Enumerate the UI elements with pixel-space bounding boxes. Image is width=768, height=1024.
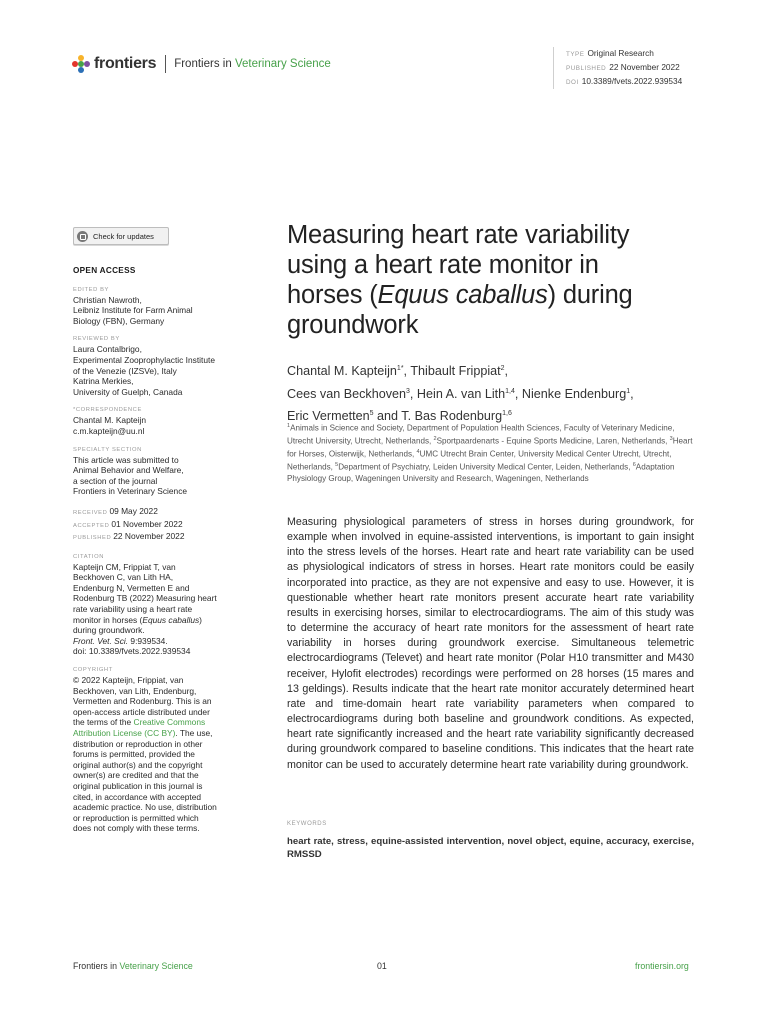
edited-by: Christian Nawroth, Leibniz Institute for Farm Animal Biology (FBN), Germany xyxy=(73,294,193,326)
page-number: 01 xyxy=(377,961,387,971)
citation-label: CITATION xyxy=(73,553,104,560)
author[interactable]: Thibault Frippiat xyxy=(410,364,501,379)
author[interactable]: Hein A. van Lith xyxy=(416,386,506,401)
author[interactable]: Cees van Beckhoven xyxy=(287,386,407,401)
citation: Kapteijn CM, Frippiat T, van Beckhoven C, van Lith HA, Endenburg N, Vermetten E and Rodenburg TB (2022) Measuring heart rate variability using a heart rate monitor in horses (Equus caballus) during groundwork. Front. Vet. Sci. 9:939534. doi: 10.3389/fvets.2022.939534 xyxy=(73,561,217,657)
article-title: Measuring heart rate variability using a heart rate monitor in horses (Equus caballus) during groundwork xyxy=(287,221,633,339)
keywords-label: KEYWORDS xyxy=(287,821,327,827)
article-dates: RECEIVED 09 May 2022 ACCEPTED 01 November 2022 PUBLISHED 22 November 2022 xyxy=(73,505,185,542)
check-for-updates-label: Check for updates xyxy=(93,231,154,241)
copyright: © 2022 Kapteijn, Frippiat, van Beckhoven, van Lith, Endenburg, Vermetten and Rodenburg. This is an open-access article distributed under the terms of the Creative Commons Attribution License (CC BY). The use, distribution or reproduction in other forums is permitted, provided the original author(s) and the copyright owner(s) are credited and that the original publication in this journal is cited, in accordance with accepted academic practice. No use, distribution or reproduction is permitted which does not comply with these terms. xyxy=(73,675,217,834)
frontiers-logo-icon xyxy=(72,55,90,73)
journal-header xyxy=(72,54,331,74)
article-type: TYPE Original Research xyxy=(566,48,654,58)
footer-journal[interactable]: Frontiers in Veterinary Science xyxy=(73,961,193,971)
keywords: heart rate, stress, equine-assisted intervention, novel object, equine, accuracy, exercise, RMSSD xyxy=(287,836,694,860)
check-updates-icon xyxy=(77,231,88,242)
edited-by-label: EDITED BY xyxy=(73,286,110,293)
correspondence: Chantal M. Kapteijn c.m.kapteijn@uu.nl xyxy=(73,415,243,436)
header-divider xyxy=(165,55,166,73)
author[interactable]: Chantal M. Kapteijn xyxy=(287,364,397,379)
specialty-section-label: SPECIALTY SECTION xyxy=(73,446,142,453)
author[interactable]: Eric Vermetten xyxy=(287,409,370,424)
article-published: PUBLISHED 22 November 2022 xyxy=(566,62,680,72)
article-meta xyxy=(553,47,682,89)
copyright-label: COPYRIGHT xyxy=(73,667,113,674)
abstract: Measuring physiological parameters of stress in horses during groundwork, for example when involved in equine-assisted interventions, is important to gain insight into the stress levels of the horses. Heart rate and heart rate variability can be used as physiological indicators of stress in horses. Heart rate monitors could be easily incorporated into practice, as they are not expensive and easy to use. However, it is questionable whether heart rate monitors present accurate heart rate variability results in exercising horses, similar to electrocardiograms. The aim of this study was to determine the accuracy of heart rate monitors for the assessment of heart rate variability in horses during groundwork exercise. Simultaneous telemetric electrocardiograms (Televet) and heart rate monitor (Polar H10 transmitter and M430 receiver, Hylofit electrodes) recordings were performed on 28 horses (15 mares and 13 geldings). Results indicate that the heart rate monitor accurately determined heart rate and time-domain heart rate variability parameters when compared to electrocardiograms during both baseline and groundwork conditions. As expected, heart rate significantly increased and the heart rate variability significantly decreased during groundwork compared to baseline conditions. This indicates that the heart rate monitor can be used to accurately determine heart rate variability during groundwork. xyxy=(287,516,694,771)
author[interactable]: Nienke Endenburg xyxy=(521,386,627,401)
reviewed-by-label: REVIEWED BY xyxy=(73,336,120,343)
open-access-label: OPEN ACCESS xyxy=(73,266,136,275)
check-for-updates-button[interactable] xyxy=(73,227,169,245)
article-sidebar xyxy=(73,266,243,834)
article-doi: DOI 10.3389/fvets.2022.939534 xyxy=(566,76,683,86)
affiliations: $^1$Animals in Science and Society, Department of Population Health Sciences, Faculty of Veterinary Medicine, Utrecht University, Utrecht, Netherlands, $^2$Sportpaardenarts - Equine Sports Medicine, Laren, Netherlands, $^3$Heart for Horses, Oisterwijk, Netherlands, $^4$UMC Utrecht Brain Center, University Medical Center Utrecht, Utrecht, Netherlands, $^5$Department of Psychiatry, Leiden University Medical Center, Leiden, Netherlands, $^6$Adaptation Physiology Group, Wageningen University and Research, Wageningen, Netherlands xyxy=(287,423,693,483)
author[interactable]: T. Bas Rodenburg xyxy=(401,409,503,424)
cc-license-link[interactable]: Creative Commons xyxy=(133,717,206,728)
frontiers-logo-text: frontiers xyxy=(94,55,157,72)
cc-license-link-2[interactable]: Attribution License (CC BY) xyxy=(73,728,176,738)
reviewed-by: Laura Contalbrigo, Experimental Zooprophylactic Institute of the Venezie (IZSVe), Italy Katrina Merkies, University of Guelph, Canada xyxy=(73,344,215,397)
correspondence-label: *CORRESPONDENCE xyxy=(73,407,142,414)
journal-name[interactable]: Frontiers in Veterinary Science xyxy=(174,58,331,70)
frontiersin-link[interactable]: frontiersin.org xyxy=(635,961,689,971)
specialty-section: This article was submitted to Animal Behavior and Welfare, a section of the journal Frontiers in Veterinary Science xyxy=(73,454,188,497)
correspondence-email[interactable]: c.m.kapteijn@uu.nl xyxy=(73,425,145,436)
author-list: Chantal M. Kapteijn$^{1*}$, Thibault Frippiat$^2$, Cees van Beckhoven$^3$, Hein A. van Lith$^{1,4}$, Nienke Endenburg$^1$, Eric Vermetten$^5$ and T. Bas Rodenburg$^{1,6}$ xyxy=(287,364,634,424)
